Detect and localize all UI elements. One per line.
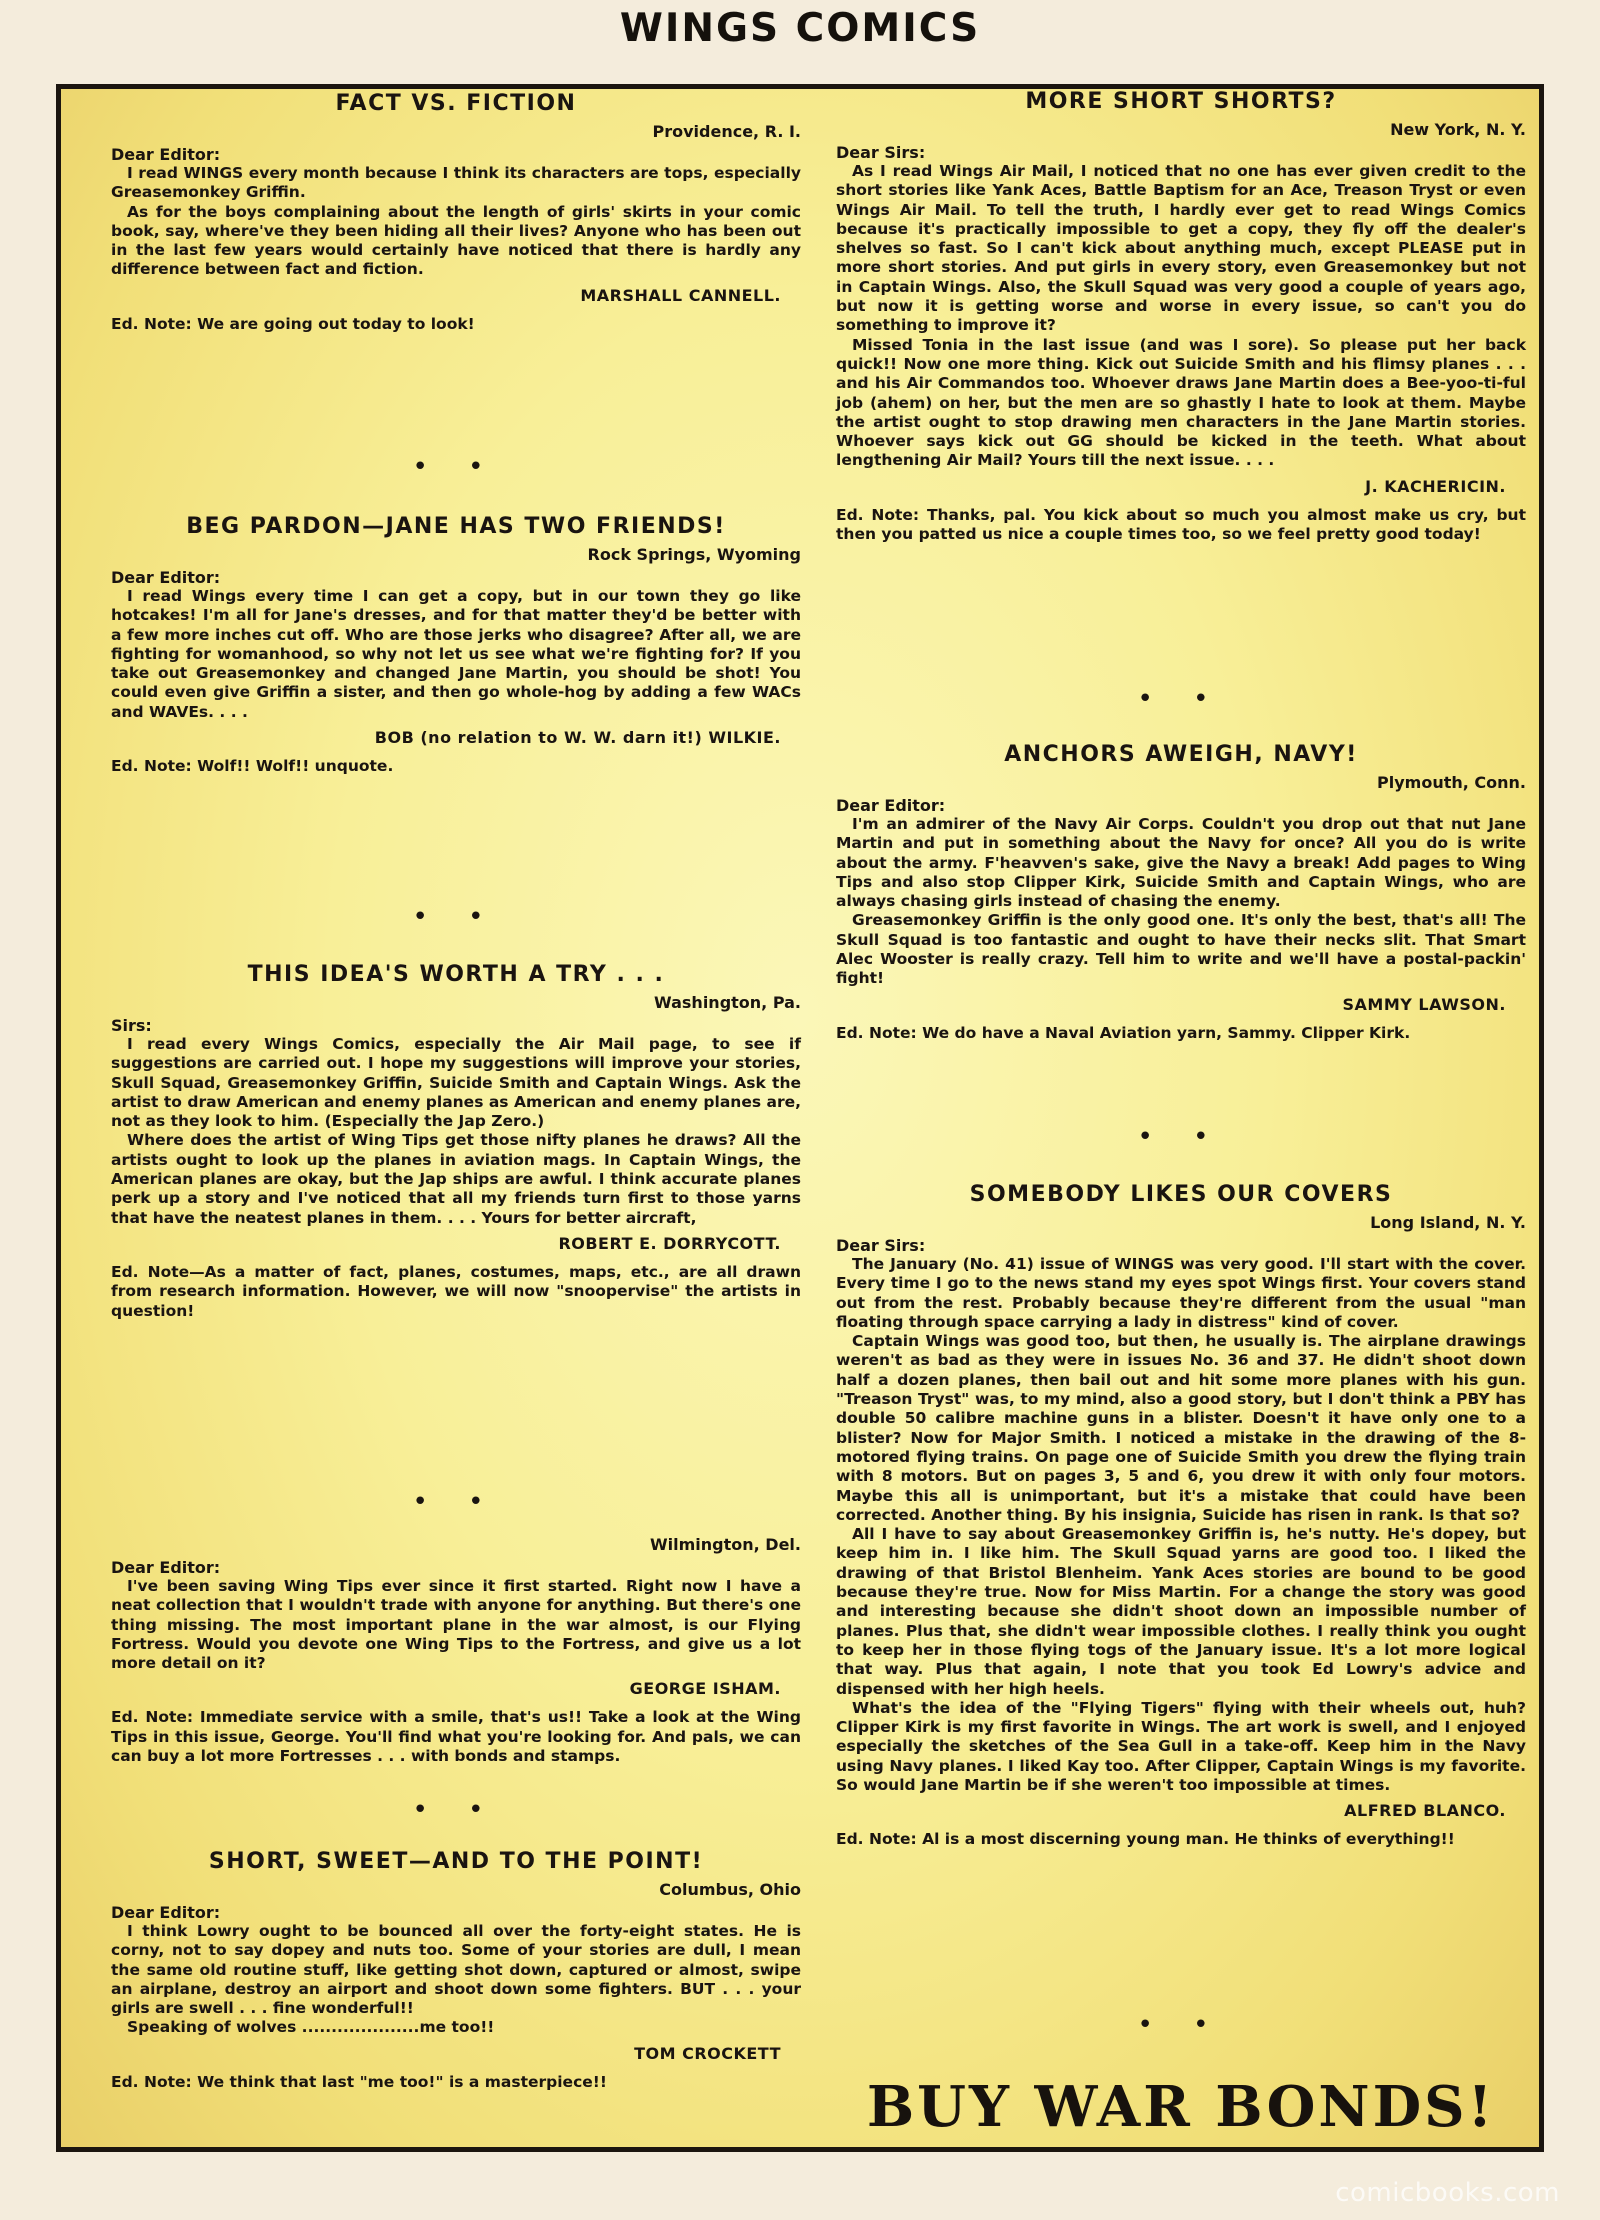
letter-salutation: Dear Editor:	[111, 1558, 221, 1577]
letter-headline: THIS IDEA'S WORTH A TRY . . .	[247, 962, 665, 987]
separator-dots: • •	[1137, 1122, 1225, 1152]
letter-headline: ANCHORS AWEIGH, NAVY!	[1004, 742, 1358, 767]
letter-signature: BOB (no relation to W. W. darn it!) WILKIE.	[374, 728, 781, 748]
letter-paragraph: I read Wings every time I can get a copy, but in our town they go like hotcakes! I'm all for Jane's dresses, and for that matter they'd be better with a few more inches cut off. Who are those jerks who disagree? After all, we are fighting for womanhood, so why not let us see what we're fighting for? If you take out Greasemonkey and changed Jane Martin, you should be shot! You could even give Griffin a sister, and then go whole-hog by adding a few WACs and WAVEs. . . .	[111, 587, 801, 721]
editor-note: Ed. Note: Wolf!! Wolf!! unquote.	[111, 757, 394, 776]
letter-salutation: Dear Editor:	[111, 145, 221, 164]
separator-dots: • •	[412, 1487, 500, 1517]
letter-salutation: Dear Editor:	[111, 1903, 221, 1922]
site-watermark: comicbooks.com	[1335, 2178, 1560, 2208]
letter-beg-pardon	[111, 514, 801, 776]
letter-headline: SOMEBODY LIKES OUR COVERS	[969, 1182, 1393, 1207]
letter-signature: TOM CROCKETT	[634, 2043, 781, 2063]
letter-paragraph: What's the idea of the "Flying Tigers" flying with their wheels out, huh? Clipper Kirk is my first favorite in Wings. The art work is swell, and I enjoyed especially the sketches of the Sea Gull in a take-off. Keep him in the Navy using Navy planes. I liked Kay too. After Clipper, Captain Wings is my favorite. So would Jane Martin be if she weren't too impossible at times.	[836, 1698, 1526, 1795]
letter-short-sweet	[111, 1849, 801, 2092]
letter-paragraph: As for the boys complaining about the length of girls' skirts in your comic book, say, where've they been hiding all their lives? Anyone who has been out in the last few years would certainly have noticed that there is hardly any difference between fact and fiction.	[111, 202, 801, 279]
letter-signature: SAMMY LAWSON.	[1342, 994, 1506, 1014]
masthead-title: WINGS COMICS	[619, 6, 981, 51]
separator-dots: • •	[1137, 684, 1225, 714]
letter-location: Wilmington, Del.	[650, 1535, 801, 1554]
letter-location: Long Island, N. Y.	[1370, 1213, 1526, 1232]
letter-headline: MORE SHORT SHORTS?	[1025, 89, 1337, 114]
letter-location: Providence, R. I.	[652, 122, 801, 141]
editor-note: Ed. Note: We think that last "me too!" is a masterpiece!!	[111, 2072, 607, 2091]
letter-paragraph: I read WINGS every month because I think its characters are tops, especially Greasemonkey Griffin.	[111, 164, 801, 202]
letters-panel	[56, 84, 1544, 2152]
buy-war-bonds-slogan: BUY WAR BONDS!	[866, 2074, 1496, 2140]
letter-paragraph: Missed Tonia in the last issue (and was I sore). So please put her back quick!! Now one more thing. Kick out Suicide Smith and his flimsy planes . . . and his Air Commandos too. Whoever draws Jane Martin does a Bee-yoo-ti-ful job (ahem) on her, but the men are so ghastly I hate to look at them. Maybe the artist ought to stop drawing men characters in the Jane Martin stories. Whoever says kick out GG should be kicked in the teeth. What about lengthening Air Mail? Yours till the next issue. . . .	[836, 335, 1526, 470]
letter-paragraph: Captain Wings was good too, but then, he usually is. The airplane drawings weren't as bad as they were in issues No. 36 and 37. He didn't shoot down half a dozen planes, then bail out and hit some more planes with his gun. "Treason Tryst" was, to my mind, also a good story, but I don't think a PBY has double 50 calibre machine guns in a blister. Doesn't it have only one to a blister? Now for Major Smith. I noticed a mistake in the drawing of the 8-motored flying trains. On page one of Suicide Smith you drew the flying train with 8 motors. But on pages 3, 5 and 6, you drew it with only four motors. Maybe this all is unimportant, but it's a mistake that could have been corrected. Another thing. By his insignia, Suicide has risen in rank. Is that so?	[836, 1332, 1526, 1524]
letter-fact-vs-fiction	[111, 91, 801, 334]
editor-note: Ed. Note: Thanks, pal. You kick about so much you almost make us cry, but then you patted us nice a couple times too, so we feel pretty good today!	[836, 505, 1526, 544]
letter-paragraph: Where does the artist of Wing Tips get those nifty planes he draws? All the artists ought to look up the planes in aviation mags. In Captain Wings, the American planes are okay, but the Jap ships are awful. I think accurate planes perk up a story and I've noticed that all my friends turn first to those yarns that have the neatest planes in them. . . . Yours for better aircraft,	[111, 1131, 801, 1227]
letter-more-short-shorts	[836, 89, 1526, 544]
letter-salutation: Dear Sirs:	[836, 1236, 926, 1255]
letter-salutation: Dear Editor:	[836, 796, 946, 815]
editor-note: Ed. Note: We are going out today to look!	[111, 314, 475, 333]
letter-signature: ALFRED BLANCO.	[1344, 1801, 1506, 1821]
editor-note: Ed. Note: We do have a Naval Aviation yarn, Sammy. Clipper Kirk.	[836, 1023, 1411, 1042]
editor-note: Ed. Note: Al is a most discerning young man. He thinks of everything!!	[836, 1830, 1455, 1849]
letter-headline: FACT VS. FICTION	[335, 91, 577, 116]
letter-somebody-likes-covers	[836, 1182, 1526, 1850]
separator-dots: • •	[412, 452, 500, 482]
letter-paragraph: I'm an admirer of the Navy Air Corps. Couldn't you drop out that nut Jane Martin and put in something about the Navy for once? All you do is write about the army. F'heavven's sake, give the Navy a break! Add pages to Wing Tips and also stop Clipper Kirk, Suicide Smith and Captain Wings, who are always chasing girls instead of chasing the enemy.	[836, 815, 1526, 911]
letter-paragraph: I've been saving Wing Tips ever since it first started. Right now I have a neat collection that I wouldn't trade with anyone for anything. But there's one thing missing. The most important plane in the war almost, is our Flying Fortress. Would you devote one Wing Tips to the Fortress, and give us a lot more detail on it?	[111, 1577, 801, 1673]
letter-headline: BEG PARDON—JANE HAS TWO FRIENDS!	[186, 514, 726, 539]
separator-dots: • •	[412, 1795, 500, 1825]
letter-location: Plymouth, Conn.	[1377, 773, 1526, 792]
letter-paragraph: All I have to say about Greasemonkey Griffin is, he's nutty. He's dopey, but keep him in. I like him. The Skull Squad yarns are good too. I liked the drawing of that Bristol Blenheim. Yank Aces stories are bound to be good because they're true. Now for Miss Martin. For a change the story was good and interesting because she didn't shoot down an impossible number of planes. Plus that, she didn't wear impossible clothes. I really think you ought to keep her in those flying togs of the January issue. It's a lot more logical that way. Plus that again, I note that you took Ed Lowry's advice and dispensed with her high heels.	[836, 1525, 1526, 1698]
letter-paragraph: I read every Wings Comics, especially the Air Mail page, to see if suggestions are carried out. I hope my suggestions will improve your stories, Skull Squad, Greasemonkey Griffin, Suicide Smith and Captain Wings. Ask the artist to draw American and enemy planes as American and enemy planes are, not as they look to him. (Especially the Jap Zero.)	[111, 1035, 801, 1131]
editor-note: Ed. Note—As a matter of fact, planes, costumes, maps, etc., are all drawn from research information. However, we will now "snoopervise" the artists in question!	[111, 1262, 801, 1320]
letter-salutation: Dear Editor:	[111, 568, 221, 587]
letter-wilmington	[111, 1529, 801, 1766]
letter-location: Washington, Pa.	[654, 993, 801, 1012]
letter-signature: GEORGE ISHAM.	[629, 1679, 781, 1699]
letter-headline: SHORT, SWEET—AND TO THE POINT!	[208, 1849, 704, 1874]
separator-dots: • •	[412, 902, 500, 932]
letter-signature: ROBERT E. DORRYCOTT.	[558, 1233, 781, 1253]
letter-location: Columbus, Ohio	[659, 1880, 801, 1899]
letter-location: Rock Springs, Wyoming	[587, 545, 801, 564]
letter-location: New York, N. Y.	[1390, 120, 1526, 139]
letter-signature: MARSHALL CANNELL.	[580, 285, 781, 305]
letter-paragraph: Speaking of wolves ....................me too!!	[127, 2018, 495, 2037]
letter-paragraph: As I read Wings Air Mail, I noticed that no one has ever given credit to the short stories like Yank Aces, Battle Baptism for an Ace, Treason Tryst or even Wings Air Mail. To tell the truth, I hardly ever get to read Wings Comics because it's practically impossible to get a copy, they fly off the dealer's shelves so fast. So I can't kick about anything much, except PLEASE put in more short stories. And put girls in every story, even Greasemonkey but not in Captain Wings. Also, the Skull Squad was very good a couple of years ago, but now it is getting worse and worse in every issue, so can't you do something to improve it?	[836, 162, 1526, 335]
letter-signature: J. KACHERICIN.	[1365, 476, 1506, 496]
separator-dots: • •	[1137, 2010, 1225, 2040]
letter-paragraph: I think Lowry ought to be bounced all over the forty-eight states. He is corny, not to say dopey and nuts too. Some of your stories are dull, I mean the same old routine stuff, like getting shot down, captured or almost, swipe an airplane, destroy an airport and shoot down some fighters. BUT . . . your girls are swell . . . fine wonderful!!	[111, 1922, 801, 2018]
letter-anchors-aweigh	[836, 742, 1526, 1043]
letter-paragraph: The January (No. 41) issue of WINGS was very good. I'll start with the cover. Every time I go to the news stand my eyes spot Wings first. Your covers stand out from the rest. Probably because they're different from the usual "man floating through space carrying a lady in distress" kind of cover.	[836, 1255, 1526, 1331]
letter-paragraph: Greasemonkey Griffin is the only good one. It's only the best, that's all! The Skull Squad is too fantastic and ought to have their necks slit. That Smart Alec Wooster is really crazy. Tell him to write and we'll have a postal-packin' fight!	[836, 911, 1526, 988]
letter-salutation: Dear Sirs:	[836, 143, 926, 162]
letter-salutation: Sirs:	[111, 1016, 152, 1035]
editor-note: Ed. Note: Immediate service with a smile, that's us!! Take a look at the Wing Tips in this issue, George. You'll find what you're looking for. And pals, we can can buy a lot more Fortresses . . . with bonds and stamps.	[111, 1708, 801, 1766]
letter-this-idea	[111, 962, 801, 1321]
